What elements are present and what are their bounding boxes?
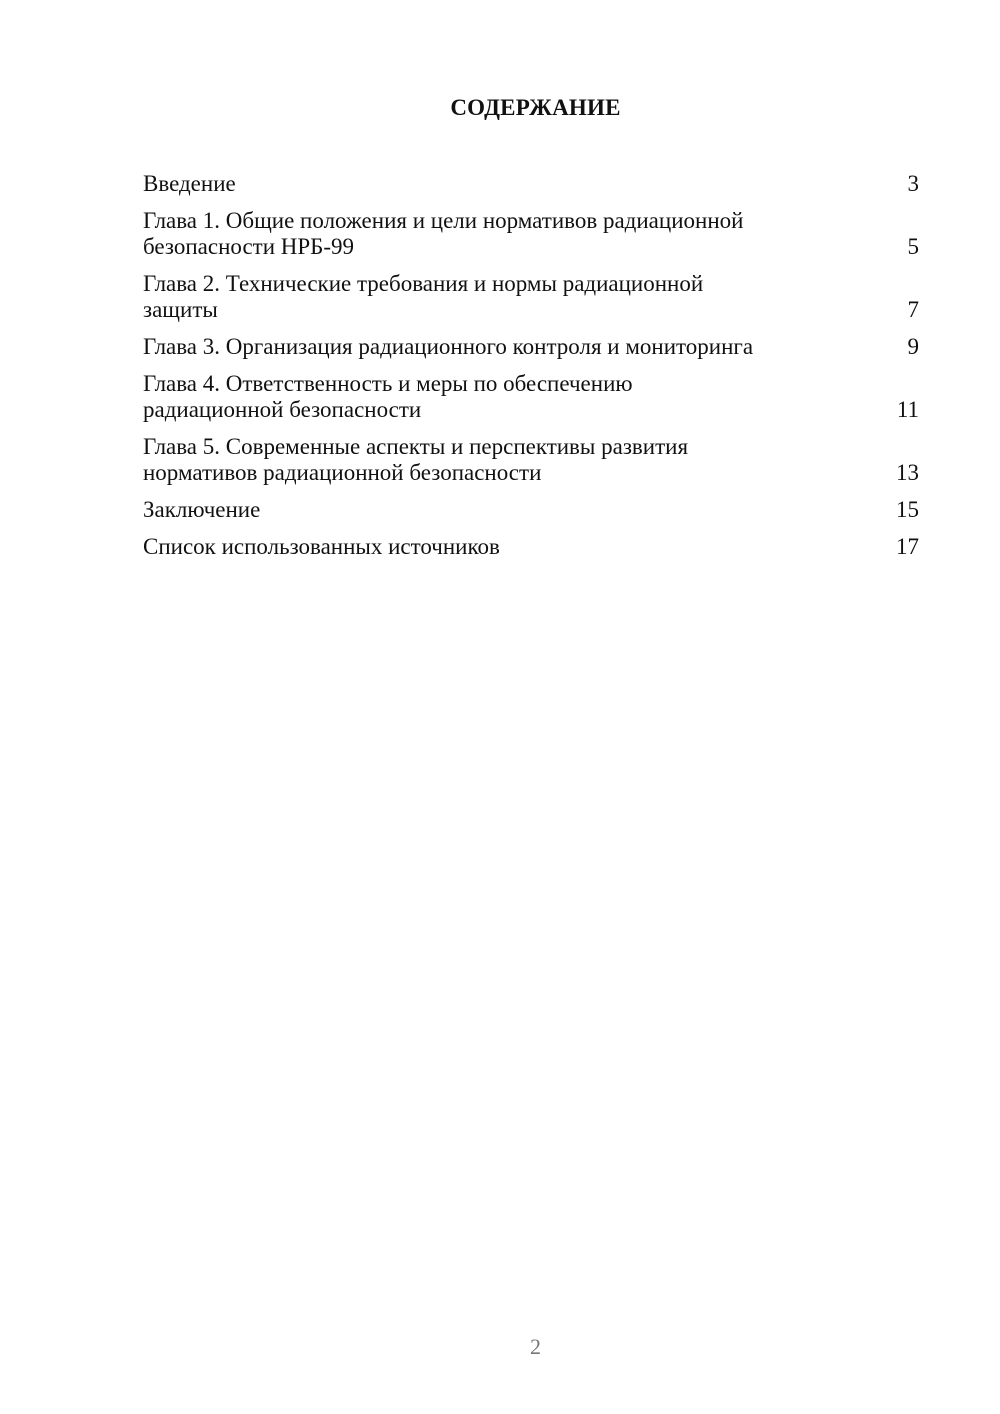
toc-entry-introduction [143, 171, 919, 197]
toc-entry-label: Глава 1. Общие положения и цели нормативов радиационной безопасности НРБ-99 [143, 208, 744, 259]
toc-entry-page: 3 [907, 171, 919, 196]
toc-entry-label: Заключение [143, 497, 261, 522]
toc-entry-label: Список использованных источников [143, 534, 500, 559]
page-number: 2 [530, 1334, 541, 1359]
toc-entry-chapter-5 [143, 434, 919, 486]
toc-entry-label: Глава 4. Ответственность и меры по обеспечению радиационной безопасности [143, 371, 633, 422]
table-of-contents [143, 171, 919, 571]
toc-entry-page: 7 [907, 297, 919, 322]
toc-entry-chapter-1 [143, 208, 919, 260]
toc-entry-page: 17 [896, 534, 919, 559]
toc-entry-chapter-4 [143, 371, 919, 423]
toc-entry-conclusion [143, 497, 919, 523]
toc-entry-page: 5 [907, 234, 919, 259]
toc-entry-page: 13 [896, 460, 919, 485]
toc-entry-label: Глава 3. Организация радиационного контроля и мониторинга [143, 334, 754, 359]
toc-entry-page: 15 [896, 497, 919, 522]
page-title: СОДЕРЖАНИЕ [450, 95, 621, 120]
toc-entry-references [143, 534, 919, 560]
toc-entry-page: 9 [907, 334, 919, 359]
toc-entry-label: Глава 2. Технические требования и нормы радиационной защиты [143, 271, 704, 322]
toc-entry-label: Введение [143, 171, 236, 196]
toc-entry-chapter-2 [143, 271, 919, 323]
toc-entry-chapter-3 [143, 334, 919, 360]
toc-entry-page: 11 [896, 397, 919, 422]
toc-entry-label: Глава 5. Современные аспекты и перспективы развития нормативов радиационной безопасности [143, 434, 689, 485]
